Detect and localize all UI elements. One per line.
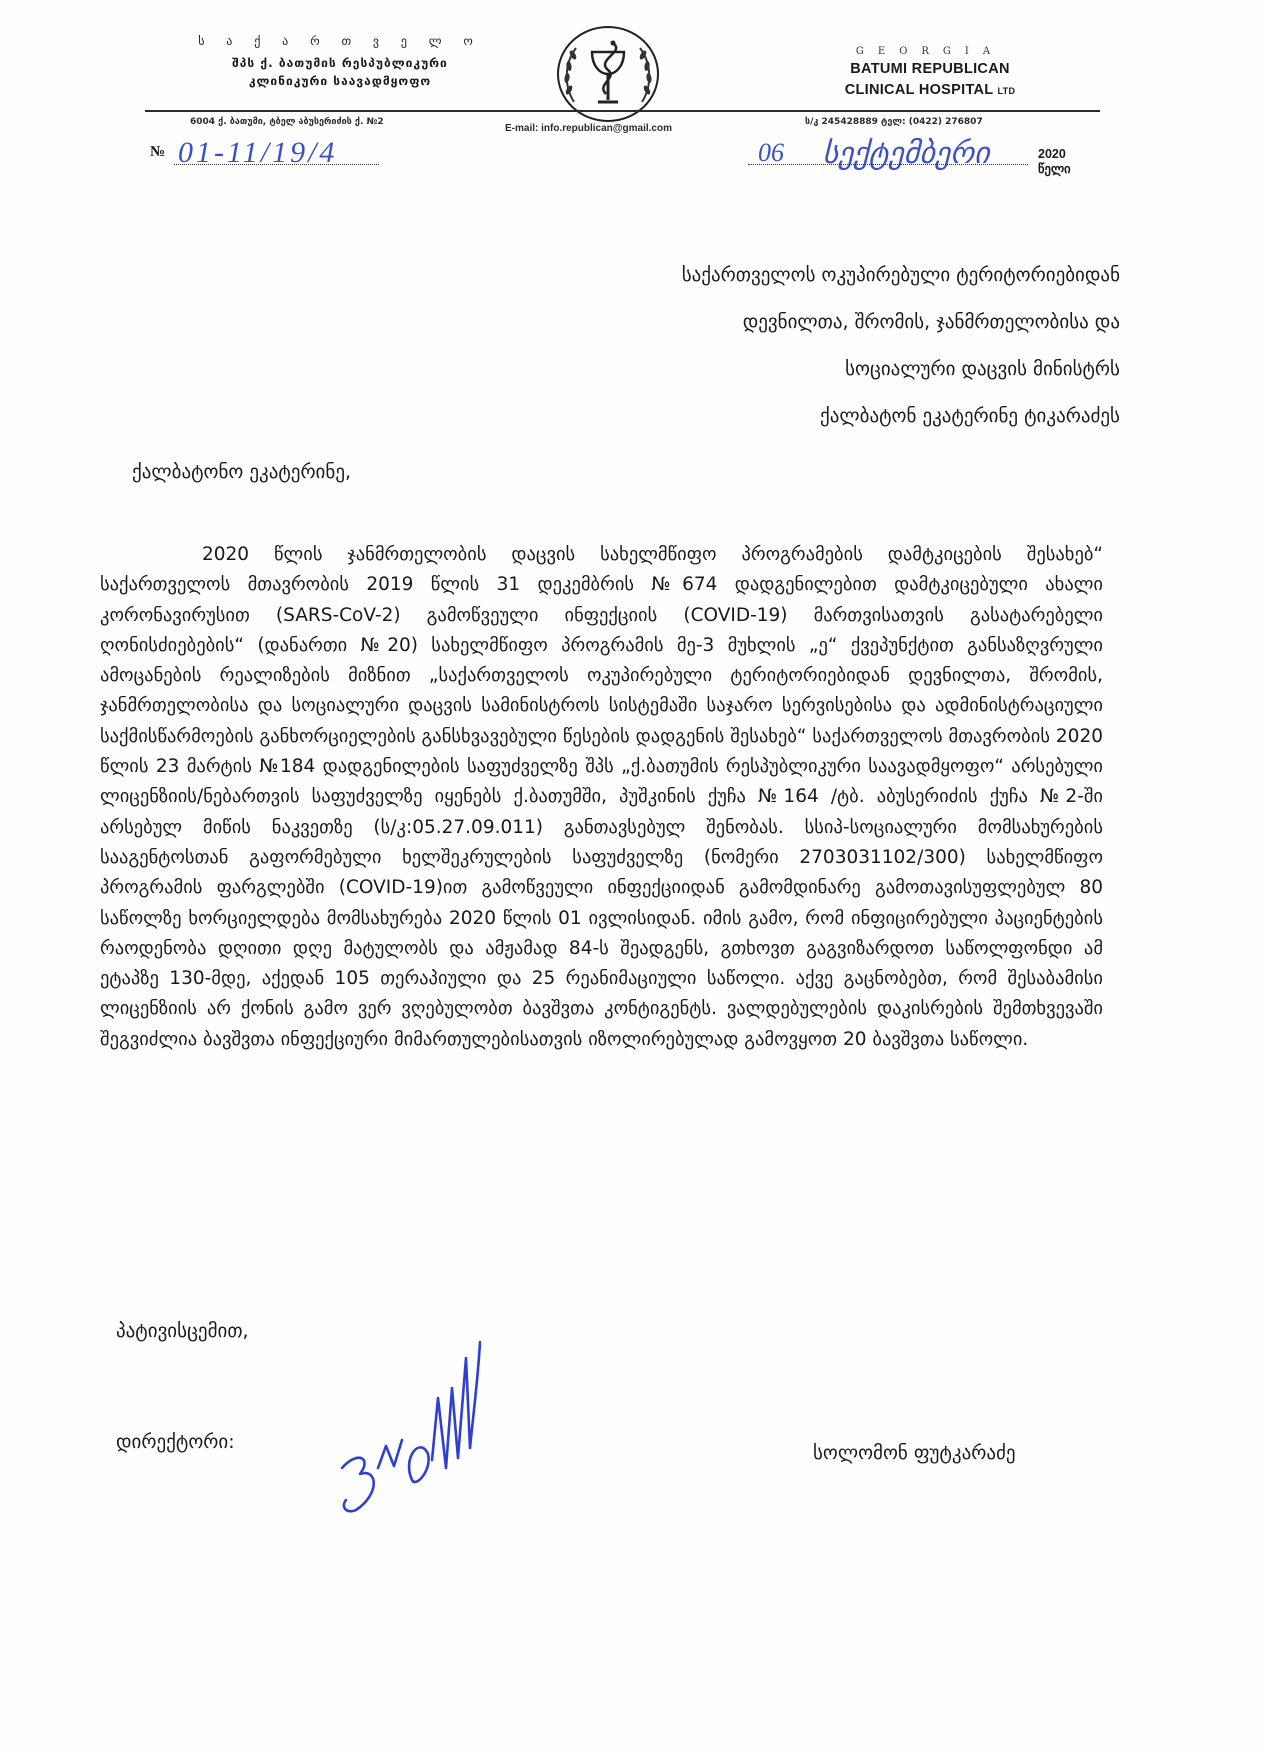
date-month: სექტემბერი bbox=[822, 137, 989, 170]
georgian-hospital-name-line1: შპს ქ. ბათუმის რესპუბლიკური bbox=[232, 56, 448, 70]
letterhead-english bbox=[800, 46, 1060, 100]
signatory-name: სოლომონ ფუტკარაძე bbox=[813, 1442, 1016, 1464]
english-hospital-suffix: LTD bbox=[997, 86, 1016, 96]
english-hospital-name-line2: CLINICAL HOSPITAL bbox=[844, 82, 994, 98]
english-hospital-name-line1: BATUMI REPUBLICAN bbox=[850, 61, 1010, 77]
addressee-block bbox=[682, 252, 1120, 440]
addressee-line: ქალბატონ ეკატერინე ტიკარაძეს bbox=[820, 405, 1120, 427]
english-hospital-name-line2-wrap bbox=[800, 82, 1060, 100]
hospital-address: 6004 ქ. ბათუმი, ტბელ აბუსერიძის ქ. №2 bbox=[190, 117, 384, 127]
hospital-email: E-mail: info.republican@gmail.com bbox=[505, 123, 672, 134]
letterhead-divider bbox=[145, 110, 1100, 112]
signatory-role: დირექტორი: bbox=[116, 1431, 235, 1453]
registration-number-underline bbox=[174, 164, 379, 165]
handwritten-signature bbox=[320, 1318, 490, 1528]
addressee-line: საქართველოს ოკუპირებული ტერიტორიებიდან bbox=[681, 264, 1120, 286]
closing-phrase: პატივისცემით, bbox=[116, 1320, 249, 1342]
registration-number-value: 01-11/19/4 bbox=[178, 136, 338, 169]
georgian-hospital-name-line2: კლინიკური საავადმყოფო bbox=[248, 74, 432, 88]
registration-number-label: № bbox=[150, 144, 166, 160]
addressee-line: დევნილთა, შრომის, ჯანმრთელობისა და bbox=[742, 311, 1120, 333]
registration-line bbox=[150, 138, 1100, 178]
addressee-line: სოციალური დაცვის მინისტრს bbox=[845, 358, 1120, 380]
salutation: ქალბატონო ეკატერინე, bbox=[132, 461, 352, 483]
hospital-phone: ს/კ 245428889 ტელ: (0422) 276807 bbox=[805, 117, 983, 127]
georgian-country: ს ა ქ ა რ თ ვ ე ლ ო bbox=[198, 34, 482, 48]
date-day: 06 bbox=[758, 138, 784, 167]
date-underline bbox=[748, 164, 1028, 165]
letter-body: 2020 წლის ჯანმრთელობის დაცვის სახელმწიფო პროგრამების დამტკიცების შესახებ“ საქართველოს მთავრობის 2019 წლის 31 დეკემბრის №674 დადგენილებით დამტკიცებული ახალი კორონავირუსით (SARS-CoV-2) გამოწვეული ინფექციის (COVID-19) მართვისათვის გასატარებელი ღონისძიებების“ (დანართი №20) სახელმწიფო პროგრამის მე-3 მუხლის „ე“ ქვეპუნქტით განსაზღვრული ამოცანების რეალიზების მიზნით „საქართველოს ოკუპირებული ტერიტორიებიდან დევნილთა, შრომის, ჯანმრთელობისა და სოციალური დაცვის სამინისტროს სისტემაში საჯარო სერვისებისა და ადმინისტრაციული საქმისწარმოების განხორციელების განსხვავებული წესების დადგენის შესახებ“ საქართველოს მთავრობის 2020 წლის 23 მარტის №184 დადგენილების საფუძველზე შპს „ქ.ბათუმის რესპუბლიკური საავადმყოფო“ არსებული ლიცენზიის/ნებართვის საფუძველზე იყენებს ქ.ბათუმში, პუშკინის ქუჩა №164 /ტბ. აბუსერიძის ქუჩა №2-ში არსებულ მიწის ნაკვეთზე (ს/კ:05.27.09.011) განთავსებულ შენობას. სსიპ-სოციალური მომსახურების სააგენტოსთან გაფორმებული ხელშეკრულების საფუძველზე (ნომერი 2703031102/300) სახელმწიფო პროგრამის ფარგლებში (COVID-19)ით გამოწვეული ინფექციიდან გამომდინარე გამოთავისუფლებულ 80 საწოლზე ხორციელდება მომსახურება 2020 წლის 01 ივლისიდან. იმის გამო, რომ ინფიცირებული პაციენტების რაოდენობა დღითი დღე მატულობს და ამჟამად 84-ს შეადგენს, გთხოვთ გაგვიზარდოთ საწოლფონდი ამ ეტაპზე 130-მდე, აქედან 105 თერაპიული და 25 რეანიმაციული საწოლი. აქვე გაცნობებთ, რომ შესაბამისი ლიცენზიის არ ქონის გამო ვერ ვღებულობთ ბავშვთა კონტიგენტს. ვალდებულების დაკისრების შემთხვევაში შეგვიძლია ბავშვთა ინფექციური მიმართულებისათვის იზოლირებულად გამოვყოთ 20 ბავშვთა საწოლი. bbox=[100, 544, 1103, 1050]
english-country: GEORGIA bbox=[855, 46, 1005, 57]
letterhead-georgian bbox=[150, 34, 530, 90]
date-year: 2020 წელი bbox=[1038, 147, 1071, 176]
